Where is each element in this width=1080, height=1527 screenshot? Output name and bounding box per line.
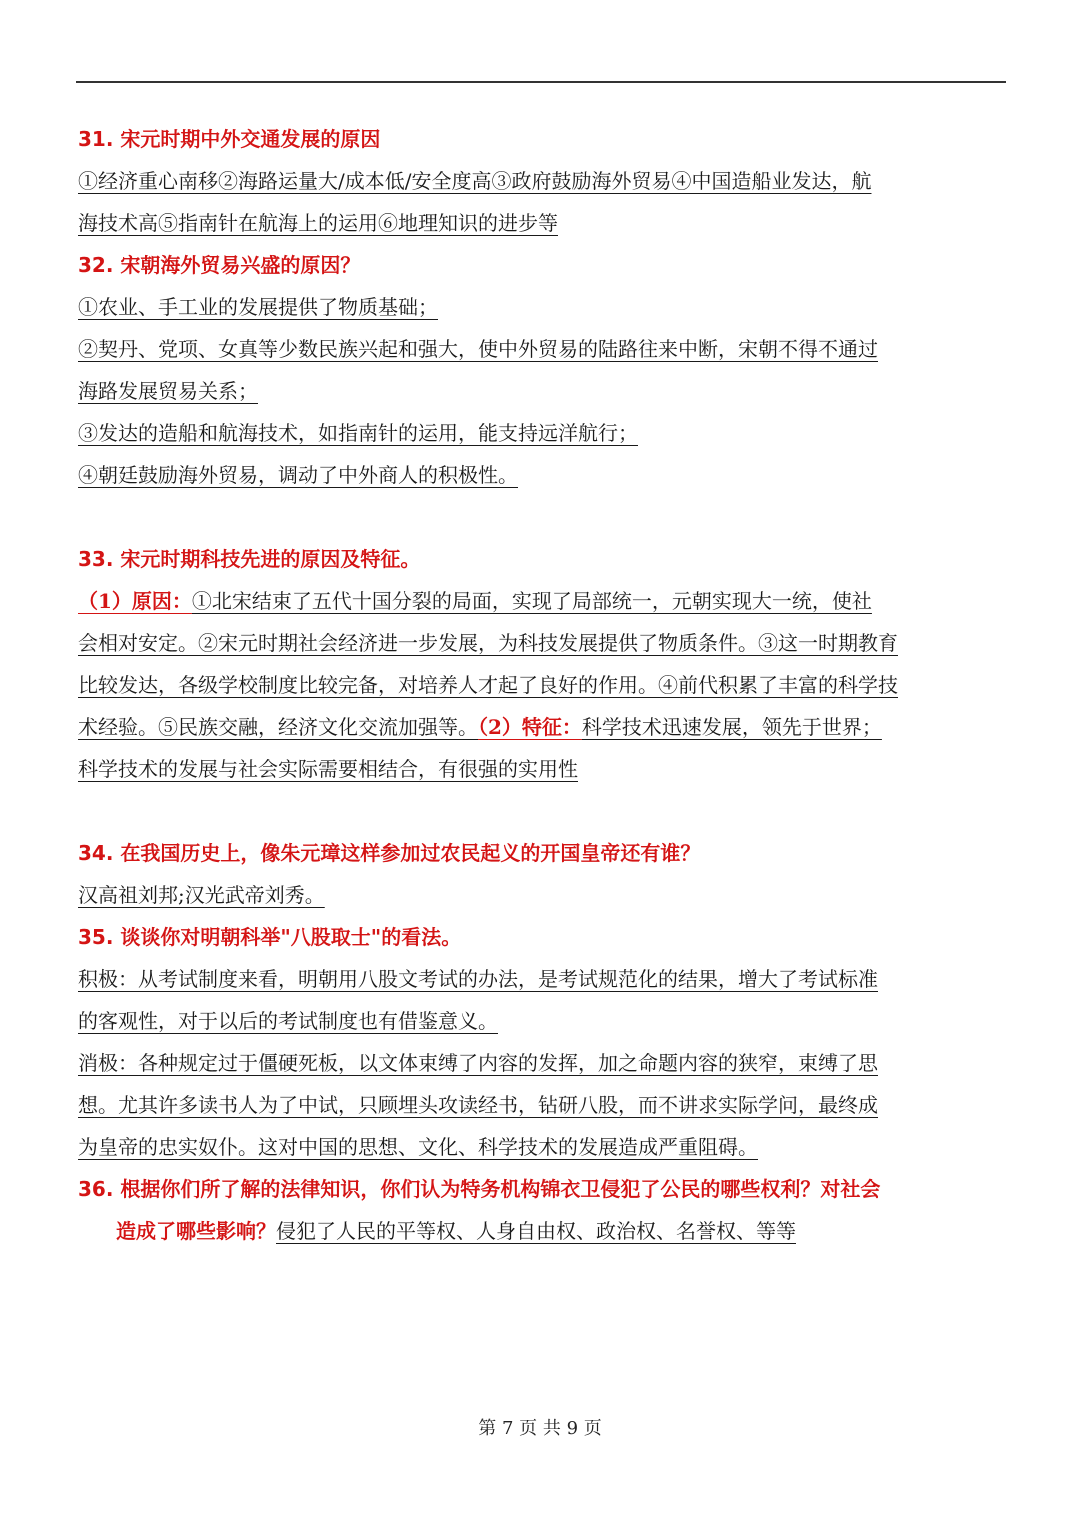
- answer-line: 海技术高⑤指南针在航海上的运用⑥地理知识的进步等: [78, 211, 558, 235]
- question-36-title: 36. 根据你们所了解的法律知识，你们认为特务机构锦衣卫侵犯了公民的哪些权利？对社会 造成了哪些影响？侵犯了人民的平等权、人身自由权、政治权、名誉权、等等: [78, 1177, 881, 1243]
- answer-line: ①农业、手工业的发展提供了物质基础；: [78, 295, 438, 319]
- reason-label: （1）原因：: [78, 589, 192, 613]
- page-footer: 第 7 页 共 9 页: [478, 1418, 602, 1439]
- answer-line: 为皇帝的忠实奴仆。这对中国的思想、文化、科学技术的发展造成严重阻碍。: [78, 1135, 758, 1159]
- answer-line: 术经验。⑤民族交融，经济文化交流加强等。（2）特征：科学技术迅速发展，领先于世界；: [78, 715, 882, 739]
- question-36-answer: 侵犯了人民的平等权、人身自由权、政治权、名誉权、等等: [276, 1219, 796, 1243]
- feature-label: （2）特征：: [478, 715, 582, 739]
- answer-line: 积极：从考试制度来看，明朝用八股文考试的办法，是考试规范化的结果，增大了考试标准: [78, 967, 878, 991]
- answer-line: ④朝廷鼓励海外贸易，调动了中外商人的积极性。: [78, 463, 518, 487]
- spacer: [78, 496, 1038, 538]
- question-34-title: 34. 在我国历史上，像朱元璋这样参加过农民起义的开国皇帝还有谁？: [78, 841, 701, 865]
- answer-line: ②契丹、党项、女真等少数民族兴起和强大，使中外贸易的陆路往来中断，宋朝不得不通过: [78, 337, 878, 361]
- answer-line: 汉高祖刘邦;汉光武帝刘秀。: [78, 883, 325, 907]
- question-35-title: 35. 谈谈你对明朝科举"八股取士"的看法。: [78, 925, 462, 949]
- answer-line: 想。尤其许多读书人为了中试，只顾埋头攻读经书，钻研八股，而不讲求实际学问，最终成: [78, 1093, 878, 1117]
- answer-line: 会相对安定。②宋元时期社会经济进一步发展，为科技发展提供了物质条件。③这一时期教育: [78, 631, 898, 655]
- answer-line: （1）原因：①北宋结束了五代十国分裂的局面，实现了局部统一，元朝实现大一统，使社: [78, 589, 872, 613]
- question-32-title: 32. 宋朝海外贸易兴盛的原因？: [78, 253, 361, 277]
- page-content: [78, 118, 1038, 1252]
- answer-line: 海路发展贸易关系；: [78, 379, 258, 403]
- answer-line: ③发达的造船和航海技术，如指南针的运用，能支持远洋航行；: [78, 421, 638, 445]
- answer-line: ①经济重心南移②海路运量大/成本低/安全度高③政府鼓励海外贸易④中国造船业发达，航: [78, 169, 872, 193]
- answer-line: 消极：各种规定过于僵硬死板，以文体束缚了内容的发挥，加之命题内容的狭窄，束缚了思: [78, 1051, 878, 1075]
- question-31-title: 31. 宋元时期中外交通发展的原因: [78, 127, 381, 151]
- question-33-title: 33. 宋元时期科技先进的原因及特征。: [78, 547, 421, 571]
- answer-line: 的客观性，对于以后的考试制度也有借鉴意义。: [78, 1009, 498, 1033]
- header-rule: [76, 81, 1006, 83]
- answer-line: 科学技术的发展与社会实际需要相结合，有很强的实用性: [78, 757, 578, 781]
- spacer: [78, 790, 1038, 832]
- answer-line: 比较发达，各级学校制度比较完备，对培养人才起了良好的作用。④前代积累了丰富的科学技: [78, 673, 898, 697]
